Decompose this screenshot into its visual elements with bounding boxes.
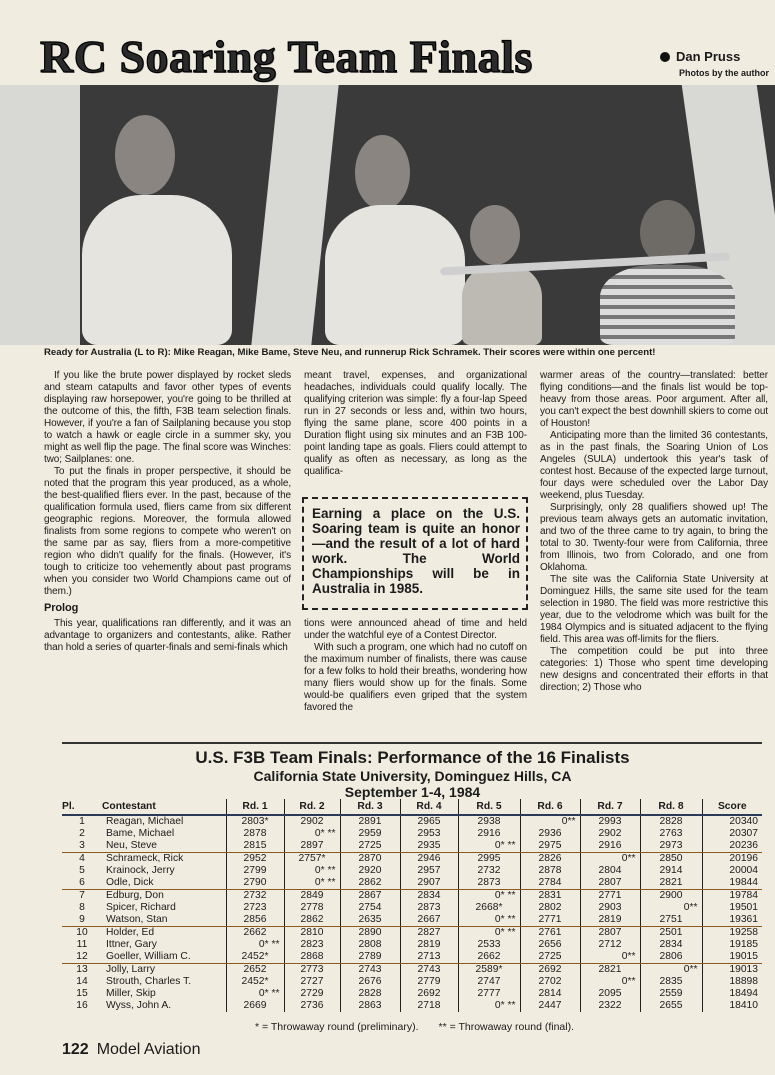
- round-score-cell: 2810: [284, 927, 340, 940]
- round-score-cell: 2862: [340, 877, 400, 890]
- article-column-3: [540, 370, 768, 694]
- table-top-rule: [62, 742, 762, 744]
- column-header: Rd. 6: [520, 799, 580, 815]
- round-score-cell: 2965: [400, 815, 458, 828]
- round-score-cell: 2819: [580, 914, 640, 927]
- table-subtitle: California State University, Dominguez Hills, CA: [253, 768, 572, 784]
- round-score-cell: 2806: [640, 951, 702, 964]
- round-score-cell: 2975: [520, 840, 580, 853]
- round-score-cell: 2533: [458, 939, 520, 951]
- paragraph: This year, qualifications ran differently, and it was an advantage to organizers and contestants, alike. Rather than hold a series of quarter-finals and semi-finals which: [44, 618, 291, 653]
- round-score-cell: 2823: [284, 939, 340, 951]
- round-score-cell: 2667: [400, 914, 458, 927]
- footnote-final: ** = Throwaway round (final).: [438, 1021, 574, 1033]
- paragraph: meant travel, expenses, and organizational headaches, individuals could qualify locally. The qualifying criterion was simple: fly a four-lap Speed run in 27 seconds or less and, within two hours, flying the same plane, score 400 points in a Duration flight using six minutes and an F3B 100-point landing tape as goals. Fliers could attempt to qualify as often as necessary, as long as the qualifica-: [304, 370, 527, 477]
- round-score-cell: 2870: [340, 853, 400, 866]
- round-score-cell: 2834: [400, 890, 458, 903]
- round-score-cell: 2856: [226, 914, 284, 927]
- round-score-cell: 2959: [340, 828, 400, 840]
- table-title: U.S. F3B Team Finals: Performance of the 16 Finalists: [195, 748, 630, 767]
- round-score-cell: 2807: [580, 877, 640, 890]
- table-row: [62, 815, 762, 828]
- round-score-cell: 2914: [640, 865, 702, 877]
- round-score-cell: 2802: [520, 902, 580, 914]
- table-row: [62, 964, 762, 977]
- contestant-cell: Edburg, Don: [106, 890, 164, 901]
- round-score-cell: 2652: [226, 964, 284, 977]
- round-score-cell: 0* **: [458, 1000, 520, 1012]
- round-score-cell: 2878: [226, 828, 284, 840]
- round-score-cell: 2747: [458, 976, 520, 988]
- round-score-cell: 0**: [580, 976, 640, 988]
- article-column-1: [44, 370, 291, 654]
- place-cell: 14: [76, 976, 88, 987]
- article-column-2-top: [304, 370, 527, 478]
- score-cell: 18410: [702, 1000, 762, 1012]
- round-score-cell: 2656: [520, 939, 580, 951]
- table-date: September 1-4, 1984: [344, 784, 481, 800]
- round-score-cell: 2713: [400, 951, 458, 964]
- contestant-cell: Spicer, Richard: [106, 902, 176, 913]
- round-score-cell: 2867: [340, 890, 400, 903]
- round-score-cell: 2635: [340, 914, 400, 927]
- contestant-cell: Watson, Stan: [102, 914, 226, 927]
- round-score-cell: 2718: [400, 1000, 458, 1012]
- round-score-cell: 0**: [640, 964, 702, 977]
- score-cell: 20004: [702, 865, 762, 877]
- round-score-cell: 0* **: [458, 840, 520, 853]
- pull-quote: Earning a place on the U.S. Soaring team is quite an honor—and the result of a lot of hard work. The World Championships will be in Australia in 1985.: [302, 497, 528, 610]
- round-score-cell: 2668*: [458, 902, 520, 914]
- contestant-cell: Miller, Skip: [106, 988, 156, 999]
- contestant-cell: Ittner, Gary: [106, 939, 157, 950]
- column-header: Rd. 5: [458, 799, 520, 815]
- round-score-cell: 2559: [640, 988, 702, 1000]
- table-row: [62, 951, 762, 964]
- round-score-cell: 2692: [520, 964, 580, 977]
- table-row: [62, 914, 762, 927]
- round-score-cell: 2916: [580, 840, 640, 853]
- round-score-cell: 2655: [640, 1000, 702, 1012]
- round-score-cell: 2878: [520, 865, 580, 877]
- round-score-cell: 2897: [284, 840, 340, 853]
- round-score-cell: 2501: [640, 927, 702, 940]
- round-score-cell: 0* **: [226, 939, 284, 951]
- table-row: [62, 877, 762, 890]
- round-score-cell: 0* **: [284, 865, 340, 877]
- contestant-cell: Krainock, Jerry: [106, 865, 175, 876]
- round-score-cell: 2828: [640, 815, 702, 828]
- table-row: [62, 927, 762, 940]
- place-cell: 7: [79, 890, 85, 901]
- table-header-row: [62, 799, 762, 815]
- column-header: Rd. 3: [340, 799, 400, 815]
- page-number: 122: [62, 1041, 89, 1058]
- place-cell: 3: [62, 840, 102, 853]
- column-header: Rd. 4: [400, 799, 458, 815]
- round-score-cell: 0* **: [458, 927, 520, 940]
- round-score-cell: 2784: [520, 877, 580, 890]
- round-score-cell: 2936: [520, 828, 580, 840]
- photo-caption: Ready for Australia (L to R): Mike Reagan, Mike Bame, Steve Neu, and runnerup Rick Schramek. Their scores were within one percent!: [44, 347, 656, 358]
- contestant-cell: Wyss, John A.: [106, 1000, 172, 1011]
- round-score-cell: 0**: [520, 815, 580, 828]
- round-score-cell: 2452*: [226, 951, 284, 964]
- round-score-cell: 2702: [520, 976, 580, 988]
- round-score-cell: 2757*: [284, 853, 340, 866]
- round-score-cell: 2803*: [226, 815, 284, 828]
- round-score-cell: 2946: [400, 853, 458, 866]
- round-score-cell: 2751: [640, 914, 702, 927]
- table-row: [62, 828, 762, 840]
- results-table: [62, 799, 762, 1012]
- round-score-cell: 2727: [284, 976, 340, 988]
- round-score-cell: 2973: [640, 840, 702, 853]
- table-footnotes: [255, 1021, 594, 1034]
- round-score-cell: 2903: [580, 902, 640, 914]
- round-score-cell: 2828: [340, 988, 400, 1000]
- round-score-cell: 2743: [400, 964, 458, 977]
- round-score-cell: 2938: [458, 815, 520, 828]
- round-score-cell: 0* **: [458, 890, 520, 903]
- round-score-cell: 2452*: [226, 976, 284, 988]
- round-score-cell: 2736: [284, 1000, 340, 1012]
- contestant-cell: Schrameck, Rick: [106, 853, 184, 864]
- score-cell: 19015: [702, 951, 762, 964]
- score-cell: 20236: [702, 840, 762, 853]
- table-row: [62, 1000, 762, 1012]
- contestant-cell: Jolly, Larry: [106, 964, 156, 975]
- place-cell: 1: [79, 816, 85, 827]
- round-score-cell: 2814: [520, 988, 580, 1000]
- place-cell: 10: [76, 927, 88, 938]
- score-cell: 19185: [702, 939, 762, 951]
- column-header: Rd. 8: [640, 799, 702, 815]
- round-score-cell: 2676: [340, 976, 400, 988]
- place-cell: 2: [79, 828, 85, 839]
- round-score-cell: 2993: [580, 815, 640, 828]
- footnote-preliminary: * = Throwaway round (preliminary).: [255, 1021, 419, 1033]
- place-cell: 4: [79, 853, 85, 864]
- round-score-cell: 2725: [340, 840, 400, 853]
- paragraph: Surprisingly, only 28 qualifiers showed up! The previous team always gets an automatic invitation, and two of the three came to try again, to bring the total to 30. Twenty-four were from California, three from Illinois, two from Colorado, and one from Oklahoma.: [540, 502, 768, 573]
- round-score-cell: 2900: [640, 890, 702, 903]
- round-score-cell: 2849: [284, 890, 340, 903]
- round-score-cell: 0* **: [226, 988, 284, 1000]
- score-cell: 20196: [702, 853, 762, 866]
- round-score-cell: 2827: [400, 927, 458, 940]
- round-score-cell: 2808: [340, 939, 400, 951]
- round-score-cell: 0**: [580, 853, 640, 866]
- photo-credit: Photos by the author: [679, 68, 769, 78]
- round-score-cell: 2815: [226, 840, 284, 853]
- round-score-cell: 0* **: [284, 828, 340, 840]
- contestant-cell: Holder, Ed: [106, 927, 155, 938]
- round-score-cell: 2771: [520, 914, 580, 927]
- round-score-cell: 2826: [520, 853, 580, 866]
- round-score-cell: 2799: [226, 865, 284, 877]
- score-cell: 19013: [702, 964, 762, 977]
- round-score-cell: 2779: [400, 976, 458, 988]
- place-cell: 12: [62, 951, 102, 964]
- round-score-cell: 2868: [284, 951, 340, 964]
- contestant-cell: Odle, Dick: [102, 877, 226, 890]
- round-score-cell: 2935: [400, 840, 458, 853]
- score-cell: 19258: [702, 927, 762, 940]
- round-score-cell: 2907: [400, 877, 458, 890]
- place-cell: 5: [79, 865, 85, 876]
- round-score-cell: 2095: [580, 988, 640, 1000]
- round-score-cell: 2821: [640, 877, 702, 890]
- paragraph: tions were announced ahead of time and held under the watchful eye of a Contest Director.: [304, 618, 527, 641]
- round-score-cell: 2995: [458, 853, 520, 866]
- place-cell: 6: [62, 877, 102, 890]
- contestant-cell: Strouth, Charles T.: [106, 976, 192, 987]
- paragraph: warmer areas of the country—translated: better flying conditions—and the finals list would be top-heavy from those areas. Poor argument. After all, you can't expect the best downhill skiers to come out of Houston!: [540, 370, 768, 429]
- score-cell: 19784: [702, 890, 762, 903]
- round-score-cell: 2902: [284, 815, 340, 828]
- table-row: [62, 939, 762, 951]
- place-cell: 13: [76, 964, 88, 975]
- magazine-name: Model Aviation: [96, 1041, 201, 1058]
- paragraph: To put the finals in proper perspective, it should be noted that the program this year produced, as a whole, the best-qualified fliers ever. In the past, because of the qualification formula used, fliers came from six different geographic regions. Moreover, the formula allowed finalists from some regions to compete who weren't on the same par as say, fliers from a more-competitive region who didn't qualify for the finals. (However, it's tough to criticize too vehemently about past programs when you consider two World Champions came out of them.): [44, 466, 291, 597]
- round-score-cell: 2761: [520, 927, 580, 940]
- paragraph: If you like the brute power displayed by rocket sleds and steam catapults and favor other types of events displaying raw horsepower, you're going to be thrilled at the outcome of this, the fifth, F3B team selection finals. However, if you're a fan of Sailplaning because you stop to watch a hawk or eagle circle in a summer sky, you might as well flip the page. The final score was Winches: two; Sailplanes: one.: [44, 370, 291, 465]
- table-row: [62, 902, 762, 914]
- round-score-cell: 2850: [640, 853, 702, 866]
- round-score-cell: 2790: [226, 877, 284, 890]
- contestant-cell: Goeller, William C.: [102, 951, 226, 964]
- round-score-cell: 2902: [580, 828, 640, 840]
- place-cell: 15: [76, 988, 88, 999]
- column-header: Pl.: [62, 799, 102, 815]
- paragraph: The competition could be put into three categories: 1) Those who spent time developing new designs and concentrated their efforts in that direction; 2) Those who: [540, 646, 768, 693]
- round-score-cell: 2891: [340, 815, 400, 828]
- round-score-cell: 2322: [580, 1000, 640, 1012]
- round-score-cell: 2712: [580, 939, 640, 951]
- score-cell: 19501: [702, 902, 762, 914]
- score-cell: 18898: [702, 976, 762, 988]
- column-header: Score: [702, 799, 762, 815]
- score-cell: 19361: [702, 914, 762, 927]
- round-score-cell: 2447: [520, 1000, 580, 1012]
- article-title: RC Soaring Team Finals: [40, 31, 533, 82]
- team-photo: [0, 85, 775, 345]
- round-score-cell: 2920: [340, 865, 400, 877]
- place-cell: 16: [76, 1000, 88, 1011]
- round-score-cell: 0**: [580, 951, 640, 964]
- round-score-cell: 2732: [226, 890, 284, 903]
- round-score-cell: 2773: [284, 964, 340, 977]
- place-cell: 8: [79, 902, 85, 913]
- page-footer: [62, 1040, 200, 1059]
- section-heading: Prolog: [44, 602, 79, 614]
- round-score-cell: 2873: [458, 877, 520, 890]
- author-name: Dan Pruss: [676, 49, 741, 64]
- round-score-cell: 2692: [400, 988, 458, 1000]
- score-cell: 20307: [702, 828, 762, 840]
- place-cell: 9: [62, 914, 102, 927]
- paragraph: With such a program, one which had no cutoff on the maximum number of finalists, there was cause for a few folks to hold their breaths, wondering how many fliers would show up for the finals. Some would-be qualifiers even griped that the system favored the: [304, 642, 527, 713]
- score-cell: 20340: [702, 815, 762, 828]
- round-score-cell: 2669: [226, 1000, 284, 1012]
- round-score-cell: 2743: [340, 964, 400, 977]
- round-score-cell: 2916: [458, 828, 520, 840]
- round-score-cell: 2732: [458, 865, 520, 877]
- round-score-cell: 2789: [340, 951, 400, 964]
- round-score-cell: 2821: [580, 964, 640, 977]
- column-header: Rd. 7: [580, 799, 640, 815]
- place-cell: 11: [76, 939, 88, 950]
- round-score-cell: 2771: [580, 890, 640, 903]
- round-score-cell: 2725: [520, 951, 580, 964]
- round-score-cell: 2754: [340, 902, 400, 914]
- table-row: [62, 988, 762, 1000]
- round-score-cell: 2834: [640, 939, 702, 951]
- round-score-cell: 2589*: [458, 964, 520, 977]
- round-score-cell: 2952: [226, 853, 284, 866]
- column-header: Contestant: [102, 799, 226, 815]
- round-score-cell: 2777: [458, 988, 520, 1000]
- round-score-cell: 2873: [400, 902, 458, 914]
- bullet-icon: [660, 52, 670, 62]
- article-column-2-bottom: [304, 618, 527, 714]
- round-score-cell: 0* **: [458, 914, 520, 927]
- round-score-cell: 2835: [640, 976, 702, 988]
- table-row: [62, 865, 762, 877]
- contestant-cell: Reagan, Michael: [106, 816, 184, 827]
- column-header: Rd. 2: [284, 799, 340, 815]
- paragraph: Anticipating more than the limited 36 contestants, as in the past finals, the Soaring Union of Los Angeles (SULA) undertook this year's task of contest host. Because of the expected large turnout, four days were scheduled over the Labor Day weekend, plus Tuesday.: [540, 430, 768, 501]
- score-cell: 18494: [702, 988, 762, 1000]
- round-score-cell: 0* **: [284, 877, 340, 890]
- table-row: [62, 976, 762, 988]
- score-cell: 19844: [702, 877, 762, 890]
- round-score-cell: 2778: [284, 902, 340, 914]
- round-score-cell: 2819: [400, 939, 458, 951]
- round-score-cell: 2863: [340, 1000, 400, 1012]
- contestant-cell: Bame, Michael: [106, 828, 175, 839]
- round-score-cell: 0**: [640, 902, 702, 914]
- round-score-cell: 2723: [226, 902, 284, 914]
- round-score-cell: 2890: [340, 927, 400, 940]
- round-score-cell: 2953: [400, 828, 458, 840]
- author-byline: [660, 49, 740, 64]
- round-score-cell: 2957: [400, 865, 458, 877]
- table-row: [62, 890, 762, 903]
- round-score-cell: 2804: [580, 865, 640, 877]
- table-row: [62, 840, 762, 853]
- paragraph: The site was the California State University at Dominguez Hills, the same site used for the team selection in 1980. The field was more restrictive this year, due to the velodrome which was built for the 1984 Olympics and is situated adjacent to the flying field. This area was off-limits for the fliers.: [540, 574, 768, 645]
- round-score-cell: 2807: [580, 927, 640, 940]
- round-score-cell: 2831: [520, 890, 580, 903]
- round-score-cell: 2662: [226, 927, 284, 940]
- round-score-cell: 2763: [640, 828, 702, 840]
- table-row: [62, 853, 762, 866]
- column-header: Rd. 1: [226, 799, 284, 815]
- contestant-cell: Neu, Steve: [102, 840, 226, 853]
- round-score-cell: 2862: [284, 914, 340, 927]
- round-score-cell: 2729: [284, 988, 340, 1000]
- round-score-cell: 2662: [458, 951, 520, 964]
